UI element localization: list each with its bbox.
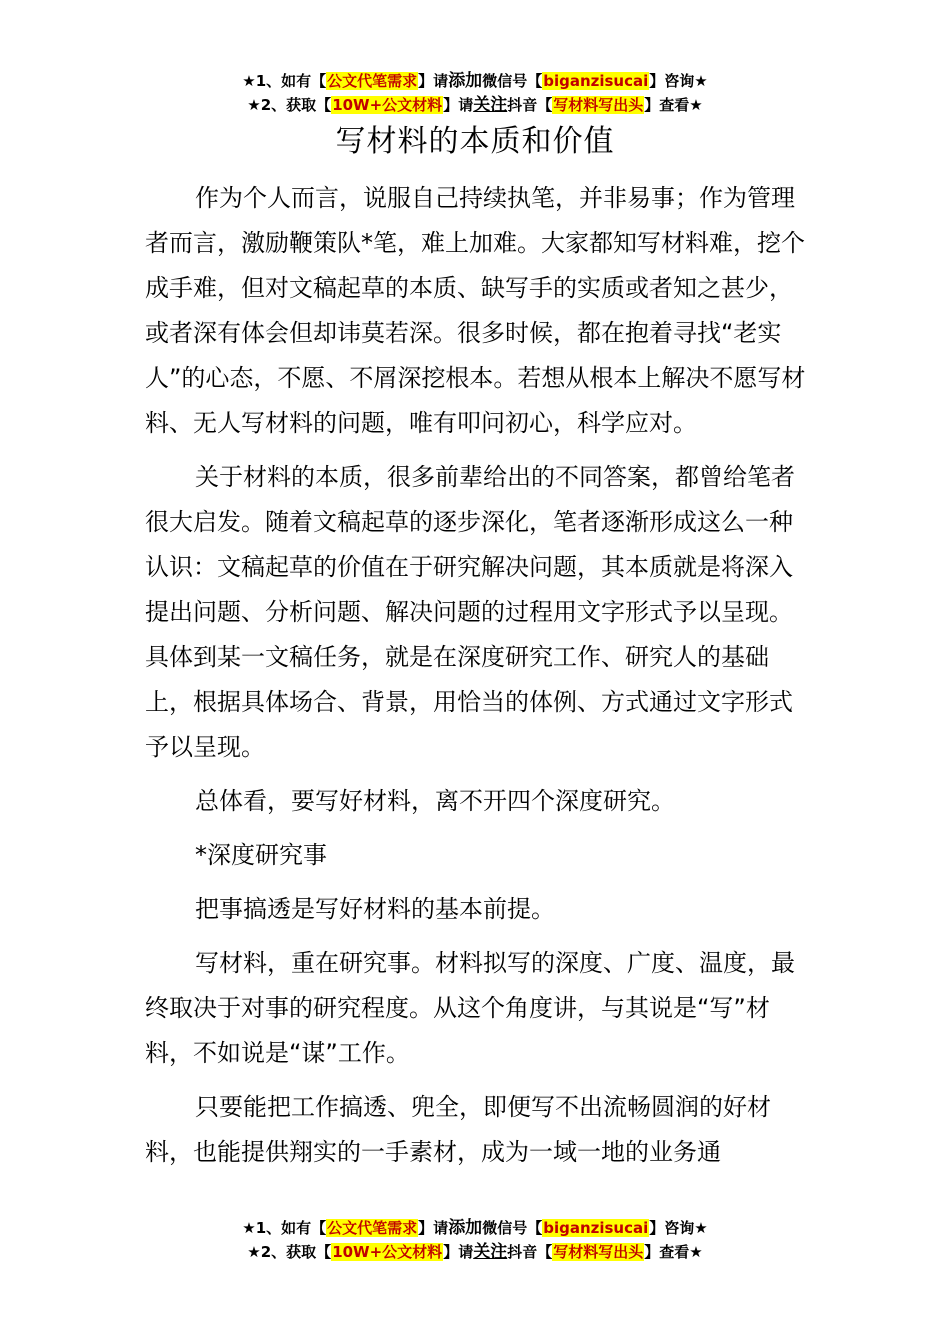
promo-line-2: [0, 1241, 950, 1265]
douyin-account-highlight: 写材料写出头: [553, 1243, 644, 1261]
promo-highlight: 10W+公文材料: [332, 96, 443, 114]
promo-text: ★1、如有【: [242, 1219, 327, 1237]
promo-text: 微信号【: [482, 1219, 543, 1237]
promo-text: 】咨询★: [649, 1219, 708, 1237]
promo-text: ★2、获取【: [247, 96, 332, 114]
promo-highlight: 公文代笔需求: [327, 72, 418, 90]
douyin-account-highlight: 写材料写出头: [553, 96, 644, 114]
paragraph: 写材料，重在研究事。材料拟写的深度、广度、温度，最终取决于对事的研究程度。从这个角度讲，与其说是“写”材料，不如说是“谋”工作。: [145, 949, 795, 1067]
promo-text: 】请: [443, 1243, 474, 1261]
promo-line-1: [0, 70, 950, 94]
promo-text: 抖音【: [507, 96, 553, 114]
promo-text: 】请: [418, 1219, 449, 1237]
paragraph: 总体看，要写好材料，离不开四个深度研究。: [195, 787, 675, 815]
document-body: [145, 176, 810, 1184]
section-heading: *深度研究事: [195, 841, 327, 869]
paragraph: 作为个人而言，说服自己持续执笔，并非易事；作为管理者而言，激励鞭策队*笔，难上加难。大家都知写材料难，挖个成手难，但对文稿起草的本质、缺写手的实质或者知之甚少，或者深有体会但却讳莫若深。很多时候，都在抱着寻找“老实人”的心态，不愿、不屑深挖根本。若想从根本上解决不愿写材料、无人写材料的问题，唯有叩问初心，科学应对。: [145, 184, 806, 437]
promo-highlight: 10W+公文材料: [332, 1243, 443, 1261]
promo-text: ★1、如有【: [242, 72, 327, 90]
promo-text: 】查看★: [644, 96, 703, 114]
paragraph: 关于材料的本质，很多前辈给出的不同答案，都曾给笔者很大启发。随着文稿起草的逐步深化，笔者逐渐形成这么一种认识：文稿起草的价值在于研究解决问题，其本质就是将深入提出问题、分析问题、解决问题的过程用文字形式予以呈现。具体到某一文稿任务，就是在深度研究工作、研究人的基础上，根据具体场合、背景，用恰当的体例、方式通过文字形式予以呈现。: [145, 463, 795, 761]
promo-text: 关注: [473, 95, 508, 115]
promo-text: 添加: [448, 1218, 483, 1238]
promo-text: 】查看★: [644, 1243, 703, 1261]
promo-text: 】请: [443, 96, 474, 114]
promo-text: 】请: [418, 72, 449, 90]
promo-banner-bottom: [0, 1217, 950, 1265]
document-title: 写材料的本质和价值: [335, 124, 615, 159]
promo-text: 关注: [473, 1242, 508, 1262]
wechat-id-highlight: biganzisucai: [543, 1219, 649, 1237]
promo-text: 抖音【: [507, 1243, 553, 1261]
promo-highlight: 公文代笔需求: [327, 1219, 418, 1237]
promo-banner-top: [0, 70, 950, 118]
promo-line-2: [0, 94, 950, 118]
promo-text: 】咨询★: [649, 72, 708, 90]
paragraph: 把事搞透是写好材料的基本前提。: [195, 895, 555, 923]
promo-text: 添加: [448, 71, 483, 91]
promo-text: 微信号【: [482, 72, 543, 90]
wechat-id-highlight: biganzisucai: [543, 72, 649, 90]
promo-text: ★2、获取【: [247, 1243, 332, 1261]
promo-line-1: [0, 1217, 950, 1241]
paragraph: 只要能把工作搞透、兜全，即便写不出流畅圆润的好材料，也能提供翔实的一手素材，成为一域一地的业务通: [145, 1093, 771, 1166]
